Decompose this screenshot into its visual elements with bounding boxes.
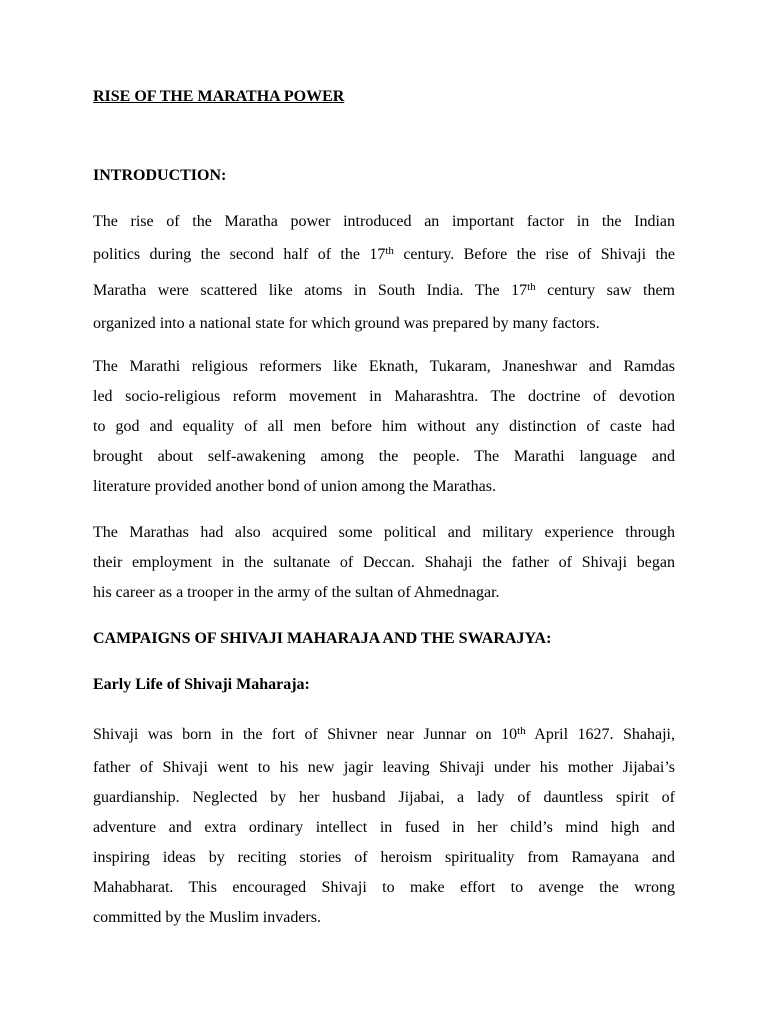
- paragraph-line: committed by the Muslim invaders.: [93, 909, 321, 926]
- paragraph-line: organized into a national state for which ground was prepared by many factors.: [93, 315, 600, 332]
- paragraph-line: to god and equality of all men before him without any distinction of caste had: [93, 418, 675, 435]
- paragraph-line: Maratha were scattered like atoms in South India. The 17th century saw them: [93, 281, 675, 299]
- paragraph-line: adventure and extra ordinary intellect in fused in her child’s mind high and: [93, 819, 675, 836]
- paragraph-line: The Marathi religious reformers like Eknath, Tukaram, Jnaneshwar and Ramdas: [93, 358, 675, 375]
- paragraph-introduction: [93, 207, 675, 339]
- paragraph-reformers: [93, 352, 675, 502]
- paragraph-line: his career as a trooper in the army of the sultan of Ahmednagar.: [93, 584, 500, 601]
- introduction-heading: INTRODUCTION:: [93, 167, 227, 184]
- document-title: RISE OF THE MARATHA POWER: [93, 88, 345, 105]
- paragraph-line: The rise of the Maratha power introduced an important factor in the Indian: [93, 213, 675, 230]
- paragraph-experience: [93, 518, 675, 608]
- early-life-heading: Early Life of Shivaji Maharaja:: [93, 676, 310, 693]
- paragraph-line: politics during the second half of the 17th century. Before the rise of Shivaji the: [93, 245, 676, 263]
- superscript: th: [527, 281, 536, 293]
- paragraph-line: Mahabharat. This encouraged Shivaji to make effort to avenge the wrong: [93, 879, 675, 896]
- campaigns-heading: CAMPAIGNS OF SHIVAJI MAHARAJA AND THE SWARAJYA:: [93, 630, 552, 647]
- paragraph-line: guardianship. Neglected by her husband Jijabai, a lady of dauntless spirit of: [93, 789, 675, 806]
- paragraph-early-life: [93, 717, 675, 933]
- paragraph-line: brought about self-awakening among the people. The Marathi language and: [93, 448, 675, 465]
- paragraph-line: literature provided another bond of union among the Marathas.: [93, 478, 496, 495]
- paragraph-line: inspiring ideas by reciting stories of heroism spirituality from Ramayana and: [93, 849, 675, 866]
- paragraph-line: their employment in the sultanate of Deccan. Shahaji the father of Shivaji began: [93, 554, 675, 571]
- paragraph-line: father of Shivaji went to his new jagir leaving Shivaji under his mother Jijabai’s: [93, 759, 675, 776]
- paragraph-line: Shivaji was born in the fort of Shivner near Junnar on 10th April 1627. Shahaji,: [93, 725, 675, 743]
- paragraph-line: The Marathas had also acquired some political and military experience through: [93, 524, 675, 541]
- superscript: th: [385, 245, 394, 257]
- paragraph-line: led socio-religious reform movement in Maharashtra. The doctrine of devotion: [93, 388, 675, 405]
- superscript: th: [517, 725, 526, 737]
